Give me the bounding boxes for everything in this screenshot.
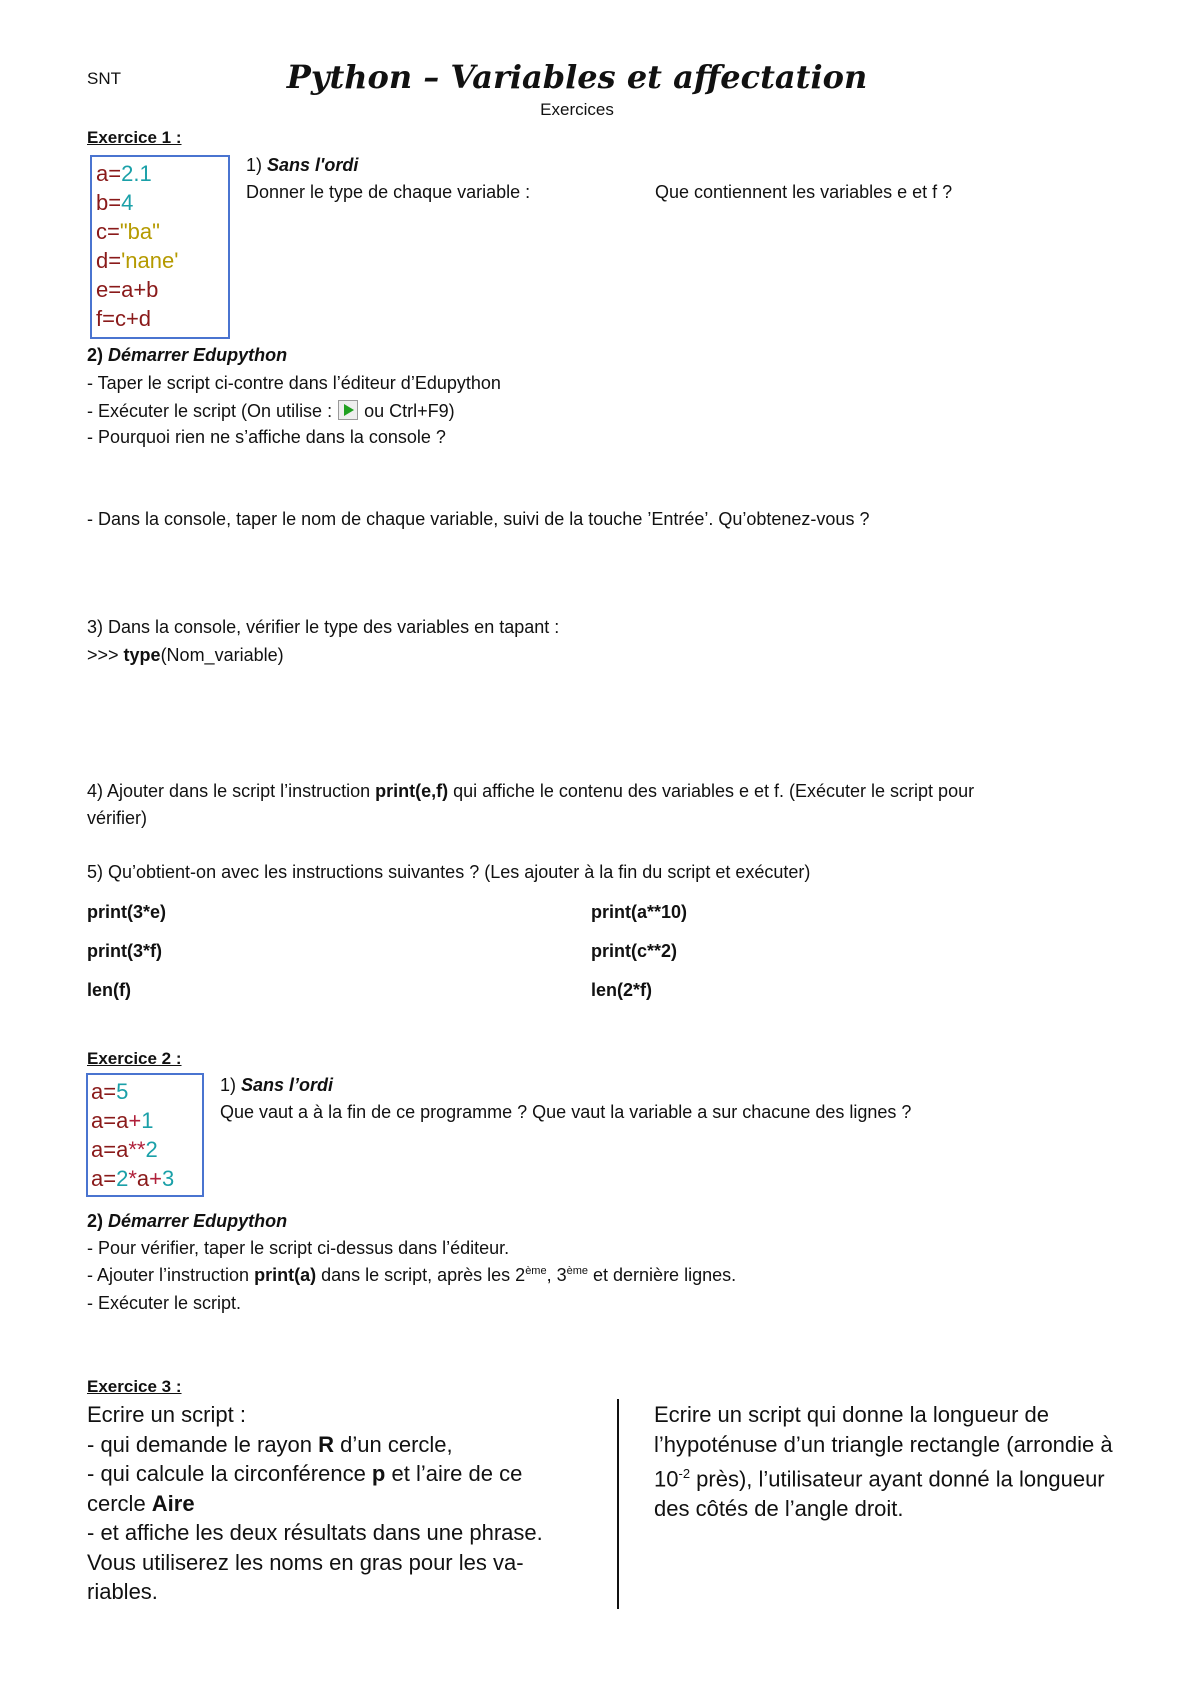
subject-label: SNT	[87, 69, 121, 88]
instruction: len(f)	[87, 980, 131, 1000]
exercise-2-code-box	[86, 1073, 204, 1197]
code-line: c="ba"	[96, 219, 160, 244]
exercise-1-code-box	[90, 155, 230, 339]
ex1-q1-text-2: Que contiennent les variables e et f ?	[655, 182, 953, 202]
code-line: b=4	[96, 190, 134, 215]
ex3-right-text: Ecrire un script qui donne la longueur de l’hypoténuse d’un triangle rectangle (arrondie à $10^{-2}$ près), l’utilisateur ayant donné la longueur des côtés de l’angle droit.	[654, 1402, 1113, 1521]
ex2-q1-title: 1) Sans l’ordi	[220, 1075, 334, 1095]
code-line: a=2.1	[96, 161, 152, 186]
ex1-q2-line: - Exécuter le script (On utilise : ou Ctrl+F9)	[87, 401, 455, 421]
page-title: Python – Variables et affectation	[286, 58, 868, 96]
ex2-q2-line: - Exécuter le script.	[87, 1293, 242, 1313]
ex2-q2-title: 2) Démarrer Edupython	[87, 1211, 288, 1231]
instruction: print(a**10)	[591, 902, 688, 922]
exercise-3-heading: Exercice 3 :	[87, 1377, 182, 1396]
exercise-1-heading: Exercice 1 :	[87, 128, 182, 147]
ex2-q1-text: Que vaut a à la fin de ce programme ? Que vaut la variable a sur chacune des lignes ?	[220, 1102, 912, 1122]
code-line: a=a+1	[91, 1108, 154, 1133]
instruction: print(3*f)	[87, 941, 162, 961]
code-line: a=5	[91, 1079, 129, 1104]
code-line: d='nane'	[96, 248, 179, 273]
ex1-q4-text-cont: vérifier)	[87, 808, 148, 828]
ex3-left-text: Ecrire un script : - qui demande le rayon R d’un cercle, - qui calcule la circonférence p et l’aire de ce cercle Aire - et affiche les deux résultats dans une phrase. Vous utiliserez les noms en gras pour les va-riables.	[87, 1402, 543, 1604]
ex1-q4-text: 4) Ajouter dans le script l’instruction print(e,f) qui affiche le contenu des variables e et f. (Exécuter le script pour	[87, 781, 975, 801]
instruction: len(2*f)	[591, 980, 653, 1000]
code-line: a=a**2	[91, 1137, 158, 1162]
column-divider	[617, 1399, 619, 1609]
run-script-icon	[338, 400, 358, 420]
instruction: print(c**2)	[591, 941, 678, 961]
ex2-q2-line: - Ajouter l’instruction print(a) dans le script, après les 2ème, 3ème et dernière lignes.	[87, 1265, 737, 1285]
ex1-q3-command: >>> type(Nom_variable)	[87, 645, 284, 665]
code-line: e=a+b	[96, 277, 159, 302]
page-subtitle: Exercices	[540, 100, 614, 119]
ex1-q2-title: 2) Démarrer Edupython	[87, 345, 288, 365]
ex1-q1-title: 1) Sans l'ordi	[246, 155, 359, 175]
instruction: print(3*e)	[87, 902, 167, 922]
code-line: f=c+d	[96, 306, 152, 331]
ex1-q2-line: - Dans la console, taper le nom de chaque variable, suivi de la touche ’Entrée’. Qu’obtenez-vous ?	[87, 509, 870, 529]
ex2-q2-line: - Pour vérifier, taper le script ci-dessus dans l’éditeur.	[87, 1238, 510, 1258]
ex1-q3-text: 3) Dans la console, vérifier le type des variables en tapant :	[87, 617, 560, 637]
ex1-q5-text: 5) Qu’obtient-on avec les instructions suivantes ? (Les ajouter à la fin du script et exécuter)	[87, 862, 811, 882]
code-line: a=2*a+3	[91, 1166, 175, 1191]
ex1-q2-line: - Taper le script ci-contre dans l’éditeur d’Edupython	[87, 373, 501, 393]
ex1-q1-text: Donner le type de chaque variable :	[246, 182, 531, 202]
exercise-2-heading: Exercice 2 :	[87, 1049, 182, 1068]
ex1-q2-line: - Pourquoi rien ne s’affiche dans la console ?	[87, 427, 446, 447]
